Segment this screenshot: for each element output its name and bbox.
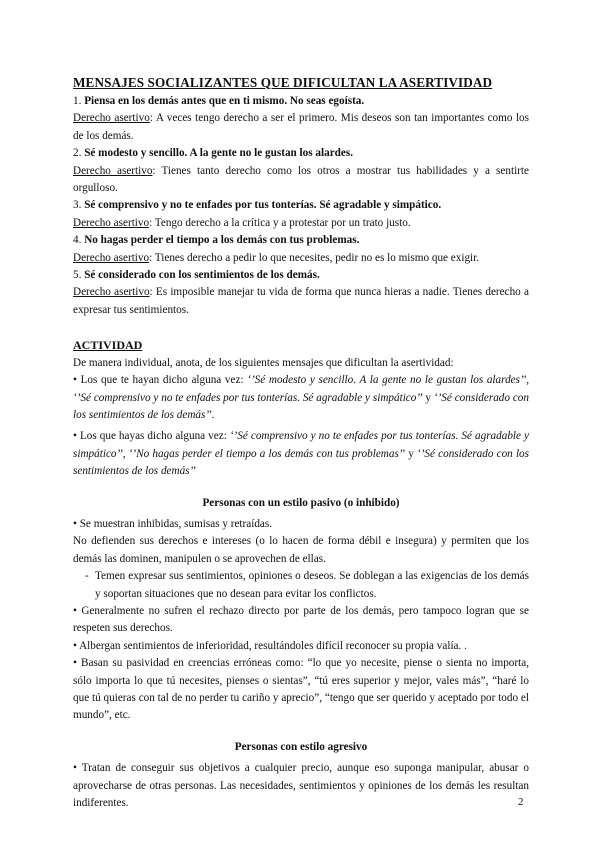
activity-bullet-2 [73, 428, 529, 480]
assertive-right [73, 163, 529, 198]
assertive-right [73, 110, 529, 145]
message-item-2 [73, 145, 529, 197]
assertive-right-label: Derecho asertivo [73, 164, 153, 177]
item-message: Sé comprensivo y no te enfades por tus tonterías. Sé agradable y simpático. [84, 199, 442, 212]
assertive-right-label: Derecho asertivo [73, 251, 150, 264]
separator: , [122, 447, 129, 460]
passive-point: • Generalmente no sufren el rechazo directo por parte de los demás, pero tampoco logran que se respeten sus derechos. [73, 604, 529, 635]
message-heading [73, 145, 529, 162]
aggressive-point: • Tratan de conseguir sus objetivos a cualquier precio, aunque eso suponga manipular, abusar o aprovecharse de otras personas. Las necesidades, sentimientos y opiniones de los demás les resultan indiferentes. [73, 762, 529, 810]
assertive-right-text: : Tienes tanto derecho como los otros a mostrar tus habilidades y a sentirte orgulloso. [73, 164, 529, 195]
separator: , [526, 374, 529, 387]
item-number: 5. [73, 269, 82, 282]
passive-point: • Se muestran inhibidas, sumisas y retraídas. [73, 517, 273, 530]
item-number: 3. [73, 199, 82, 212]
quoted-message: ‘’Sé considerado con los sentimientos de los demás’’ [73, 391, 529, 421]
quoted-message: ‘’Sé comprensivo y no te enfades por tus tonterías. Sé agradable y simpático’’ [73, 391, 423, 404]
dash-point-text: Temen expresar sus sentimientos, opiniones o deseos. Se doblegan a las exigencias de los demás y soportan situaciones que no desean para evitar los conflictos. [95, 570, 529, 600]
message-heading [73, 267, 529, 284]
item-message: Sé considerado con los sentimientos de los demás. [84, 269, 320, 282]
quoted-message: ‘’Sé considerado con los sentimientos de los demás’’ [73, 447, 530, 478]
activity-heading: ACTIVIDAD [73, 338, 143, 353]
quoted-message: ‘’Sé comprensivo y no te enfades por tus tonterías. Sé agradable y simpático’’ [73, 430, 529, 460]
separator: y [405, 447, 417, 460]
assertive-right-label: Derecho asertivo [73, 216, 150, 229]
assertive-right-text: : Es imposible manejar tu vida de forma que nunca hieras a nadie. Tienes derecho a expresar tus sentimientos. [73, 286, 529, 316]
item-message: No hagas perder el tiempo a los demás con tus problemas. [84, 234, 360, 247]
item-number: 1. [73, 95, 82, 107]
passive-dash-point [73, 568, 529, 603]
message-heading [73, 93, 529, 110]
message-item-4 [73, 232, 529, 267]
quoted-message: ‘’No hagas perder el tiempo a los demás con tus problemas’’ [128, 447, 406, 460]
message-heading [73, 232, 529, 249]
bullet-lead: • Los que te hayan dicho alguna vez: [73, 374, 248, 387]
message-item-3 [73, 197, 529, 232]
assertive-right-label: Derecho asertivo [73, 112, 150, 125]
passive-point: • Basan su pasividad en creencias erróneas como: “lo que yo necesite, piense o sienta no importa, sólo importa lo que tú necesites, pienses o sientas”, “tú eres superior y mejor, vales más”, “haré lo que tú quieras con tal de no perder tu cariño y aprecio”, “tengo que ser querido y aceptado por todo el mundo”, etc. [73, 657, 529, 722]
dash-marker: - [85, 570, 89, 583]
item-message: Sé modesto y sencillo. A la gente no le gustan los alardes. [84, 147, 354, 160]
passive-point: No defienden sus derechos e intereses (o lo hacen de forma débil e insegura) y permiten que los demás las dominen, manipulen o se aprovechen de ellas. [73, 535, 529, 565]
bullet-lead: • Los que hayas dicho alguna vez: [73, 430, 230, 443]
assertive-right [73, 284, 529, 319]
assertive-right-text: : A veces tengo derecho a ser el primero. Mis deseos son tan importantes como los de los demás. [73, 112, 529, 142]
assertive-right-text: : Tengo derecho a la crítica y a protestar por un trato justo. [149, 216, 411, 229]
item-message: Piensa en los demás antes que en ti mismo. No seas egoísta. [84, 95, 365, 107]
item-number: 4. [73, 234, 82, 247]
separator: . [211, 408, 215, 421]
assertive-right-label: Derecho asertivo [73, 286, 150, 299]
activity-bullet-1 [73, 372, 529, 424]
passive-style-heading: Personas con un estilo pasivo (o inhibido) [202, 496, 400, 509]
assertive-right-text: : Tienes derecho a pedir lo que necesites, pedir no es lo mismo que exigir. [149, 251, 480, 264]
message-item-1 [73, 93, 529, 145]
message-item-5 [73, 267, 529, 319]
message-heading [73, 197, 529, 214]
page-number: 2 [518, 796, 524, 808]
item-number: 2. [73, 147, 82, 160]
document-title: MENSAJES SOCIALIZANTES QUE DIFICULTAN LA ASERTIVIDAD [73, 75, 493, 90]
page-content [73, 74, 529, 812]
passive-point: • Albergan sentimientos de inferioridad, resultándoles difícil reconocer su propia valía. . [73, 639, 467, 652]
separator: y [422, 391, 434, 404]
quoted-message: ‘’Sé modesto y sencillo. A la gente no le gustan los alardes’’ [247, 374, 527, 387]
assertive-right [73, 250, 529, 267]
aggressive-style-heading: Personas con estilo agresivo [234, 740, 368, 753]
activity-intro: De manera individual, anota, de los siguientes mensajes que dificultan la asertividad: [73, 356, 454, 369]
assertive-right [73, 215, 529, 232]
